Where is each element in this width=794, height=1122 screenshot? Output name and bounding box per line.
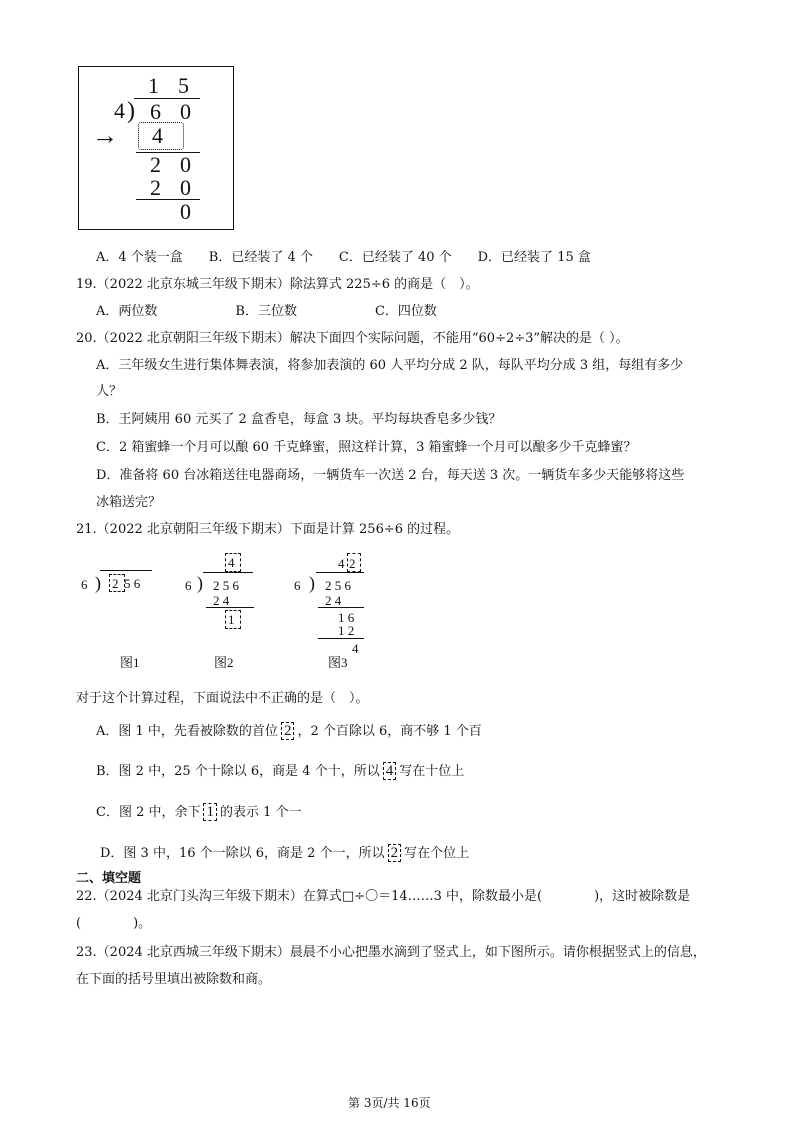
q19-options: A．两位数 B．三位数 C．四位数 <box>96 304 437 319</box>
quotient-digit: 1 <box>148 73 159 98</box>
fig3-dividend: 2 5 6 <box>325 578 351 593</box>
division-bracket: ) <box>197 573 203 593</box>
subtraction-line <box>206 607 254 608</box>
boxed-digit: 2 <box>388 844 402 862</box>
option-text: A．图 1 中，先看被除数的首位 <box>96 724 278 739</box>
step-digit: 2 <box>150 152 161 177</box>
page-footer: 第 3页/共 16页 <box>348 1096 431 1110</box>
fig1-rest-digits: 5 6 <box>124 576 141 591</box>
q23-line1: 23.（2024 北京西城三年级下期末）晨晨不小心把墨水滴到了竖式上，如下图所示。请你根据竖式上的信息， <box>76 945 706 960</box>
option-text: B．图 2 中，25 个十除以 6，商是 4 个十，所以 <box>96 764 380 779</box>
fig3-remainder: 4 <box>352 641 359 656</box>
boxed-digit: 1 <box>203 803 217 821</box>
arrow-icon: → <box>92 121 118 150</box>
divisor-digit: 4 <box>114 98 125 123</box>
division-bar <box>203 572 253 573</box>
fig1-label: 图1 <box>120 655 140 670</box>
fig1-divisor: 6 <box>81 577 88 592</box>
q22-line2: ( )。 <box>76 916 152 931</box>
division-bar <box>316 572 364 573</box>
q21-option-c <box>96 803 302 822</box>
boxed-digit: 2 <box>281 722 295 740</box>
fig2-remainder: 1 <box>228 612 235 627</box>
q23-line2: 在下面的括号里填出被除数和商。 <box>76 972 272 987</box>
fig3-subtrahend-2: 1 2 <box>338 623 355 638</box>
fig3-subtrahend-1: 2 4 <box>325 593 342 608</box>
q21-ask: 对于这个计算过程，下面说法中不正确的是（ ）。 <box>76 691 369 706</box>
q20-option-c: C．2 箱蜜蜂一个月可以酿 60 千克蜂蜜，照这样计算，3 箱蜜蜂一个月可以酿多少千克蜂蜜？ <box>96 440 637 455</box>
q21-option-a <box>96 722 482 741</box>
dividend-digit: 0 <box>180 99 191 124</box>
step-digit: 2 <box>150 175 161 200</box>
fig2-label: 图2 <box>214 655 234 670</box>
remainder-digit: 0 <box>180 199 191 224</box>
fig2-divisor: 6 <box>185 578 192 593</box>
q22-line1: 22.（2024 北京门头沟三年级下期末）在算式□÷〇＝14……3 中，除数最小是( )，这时被除数是 <box>76 889 691 904</box>
division-bracket: ) <box>127 98 135 124</box>
option-text: D．图 3 中，16 个一除以 6，商是 2 个一，所以 <box>100 846 385 861</box>
option-text: C．图 2 中，余下 <box>96 805 201 820</box>
division-bracket: ) <box>309 573 315 593</box>
q18-options: A．4 个装一盒 B．已经装了 4 个 C．已经装了 40 个 D．已经装了 15 盒 <box>96 250 591 265</box>
boxed-digit: 4 <box>383 762 397 780</box>
step-digit: 0 <box>180 175 191 200</box>
q20-option-d-cont: 冰箱送完？ <box>96 495 162 510</box>
dividend-digit: 6 <box>150 99 161 124</box>
option-text: 写在十位上 <box>399 764 465 779</box>
q20-stem: 20.（2022 北京朝阳三年级下期末）解决下面四个实际问题，不能用“60÷2÷3”解决的是（ ）。 <box>76 331 629 346</box>
fig3-divisor: 6 <box>294 578 301 593</box>
fig2-quotient: 4 <box>228 555 235 570</box>
q20-option-a: A．三年级女生进行集体舞表演，将参加表演的 60 人平均分成 2 队，每队平均分成 3 组，每组有多少 <box>96 358 684 373</box>
quotient-digit: 5 <box>178 73 189 98</box>
q20-option-d: D．准备将 60 台冰箱送往电器商场，一辆货车一次送 2 台，每天送 3 次。一辆货车多少天能够将这些 <box>96 468 685 483</box>
division-bracket: ) <box>95 573 101 593</box>
subtraction-line <box>318 638 364 639</box>
division-bar <box>100 570 152 571</box>
section-heading: 二、填空题 <box>76 871 142 886</box>
fig3-label: 图3 <box>328 655 348 670</box>
boxed-digit: 4 <box>152 123 163 148</box>
fig2-subtrahend: 2 4 <box>213 593 230 608</box>
q19-stem: 19.（2022 北京东城三年级下期末）除法算式 225÷6 的商是（ ）。 <box>76 277 479 292</box>
q21-option-d <box>100 844 469 863</box>
fig3-partial: 1 6 <box>338 610 355 625</box>
option-text: 写在个位上 <box>404 846 470 861</box>
subtraction-line <box>318 607 364 608</box>
fig2-dividend: 2 5 6 <box>213 578 239 593</box>
fig3-quotient-tens: 4 <box>338 556 345 571</box>
q21-option-b <box>96 762 464 781</box>
option-text: ，2 个百除以 6，商不够 1 个百 <box>297 724 482 739</box>
option-text: 的表示 1 个一 <box>219 805 302 820</box>
fig1-boxed-digit: 2 <box>112 576 119 591</box>
q21-stem: 21.（2022 北京朝阳三年级下期末）下面是计算 256÷6 的过程。 <box>76 522 460 537</box>
q20-option-b: B．王阿姨用 60 元买了 2 盒香皂，每盒 3 块。平均每块香皂多少钱？ <box>96 412 502 427</box>
step-digit: 0 <box>180 152 191 177</box>
q20-option-a-cont: 人？ <box>96 384 123 399</box>
fig3-quotient-ones: 2 <box>349 556 356 571</box>
